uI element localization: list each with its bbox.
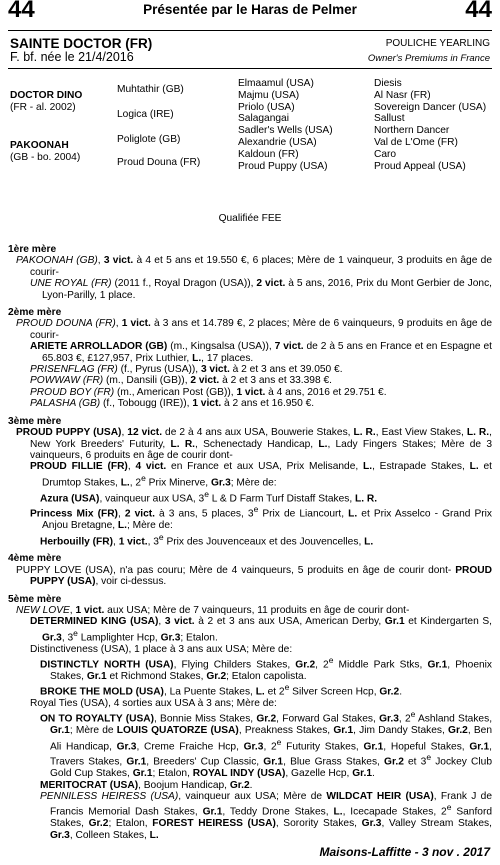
header-rule [8,30,492,31]
horse-name: SAINTE DOCTOR (FR) [10,36,153,51]
section-heading: 2ème mère [8,307,62,319]
produce-entry: BROKE THE MOLD (USA), La Puente Stakes, L. et 2e Silver Screen Hcp, Gr.2. [40,682,403,698]
horse-birth: F. bf. née le 21/4/2016 [10,50,134,64]
section-heading: 3ème mère [8,415,62,427]
dam-entry: PUPPY LOVE (USA), n'a pas couru; Mère de 4 vainqueurs, 5 produits en âge de courir dont- PROUD PUPPY (USA), voir ci-dessus. [16,564,492,588]
produce-entry: ON TO ROYALTY (USA), Bonnie Miss Stakes, Gr.2, Forward Gal Stakes, Gr.3, 2e Ashland Stakes, Gr.1; Mère de LOUIS QUATORZE (USA), Preakness Stakes, Gr.1, Jim Dandy Stakes, Gr.2, Ben Ali Handicap, Gr.3, Creme Fraiche Hcp, Gr.3, 2e Futurity Stakes, Gr.1, Hopeful Stakes, Gr.1, Travers Stakes, Gr.1, Breeders' Cup Classic, Gr.1, Blue Grass Stakes, Gr.2 et 3e Jockey Club Gold Cup Stakes, Gr.1; Etalon, ROYAL INDY (USA), Gazelle Hcp, Gr.1. [40,709,493,780]
section-heading: 4ème mère [8,553,62,565]
produce-record [8,238,492,841]
qualification: Qualifiée FEE [218,213,282,224]
produce-entry: Princess Mix (FR), 2 vict. à 3 ans, 5 places, 3e Prix de Liancourt, L. et Prix Asselco - Grand Prix Anjou Bretagne, L.; Mère de: [30,504,493,532]
produce-entry: MERITOCRAT (USA), Boojum Handicap, Gr.2. [40,779,253,791]
lot-number-right: 44 [465,0,492,23]
pedigree-dam: PAKOONAH (GB - bo. 2004) [10,140,81,163]
pedigree-g2: Poliglote (GB) [117,134,181,145]
produce-entry: DISTINCTLY NORTH (USA), Flying Childers Stakes, Gr.2, 2e Middle Park Stks, Gr.1, Phoenix Stakes, Gr.1 et Richmond Stakes, Gr.2; Etalon capolista. [40,654,493,682]
horse-category: POULICHE YEARLING [385,38,490,49]
pedigree-g2: Muhtathir (GB) [117,84,184,95]
produce-entry: PALASHA (GB) (f., Tobougg (IRE)), 1 vict. à 2 ans et 16.950 €. [30,398,315,410]
owner-premiums: Owner's Premiums in France [367,53,490,64]
pedigree-g2: Proud Douna (FR) [117,157,201,168]
section-heading: 1ère mère [8,244,57,255]
produce-entry: PROUD FILLIE (FR), 4 vict. en France et aux USA, Prix Melisande, L., Estrapade Stakes, L. et Drumtop Stakes, L., 2e Prix Minerve, Gr.3; Mère de: [30,461,492,489]
produce-entry: UNE ROYAL (FR) (2011 f., Royal Dragon (USA)), 2 vict. à 5 ans, 2016, Prix du Mont Gerbier de Jonc, Lyon-Parilly, 1 place. [30,278,493,301]
dam-entry: PROUD DOUNA (FR), 1 vict. à 3 ans et 14.789 €, 2 places; Mère de 6 vainqueurs, 9 produits en âge de courir- [16,318,492,341]
produce-entry: Azura (USA), vainqueur aux USA, 3e L & D Farm Turf Distaff Stakes, L. R. [40,488,378,504]
lot-number: 44 [8,0,35,23]
pedigree-g3: Elmaamul (USA) Majmu (USA) Priolo (USA) Salagangai Sadler's Wells (USA) Alexandrie (USA) Kaldoun (FR) Proud Puppy (USA) [238,78,333,172]
pedigree-sire: DOCTOR DINO (FR - al. 2002) [10,90,83,113]
produce-entry: ARIETE ARROLLADOR (GB) (m., Kingsalsa (USA)), 7 vict. de 2 à 5 ans en France et en Espagne et 65.803 €, £127,957, Prix Luthier, L., 17 places. [30,341,492,364]
produce-entry: Royal Ties (USA), 4 sorties aux USA à 3 ans; Mère de: [30,697,277,709]
pedigree-g2: Logica (IRE) [117,109,174,120]
section-heading: 5ème mère [8,593,62,605]
pedigree-g4: Diesis Al Nasr (FR) Sovereign Dancer (USA) Sallust Northern Dancer Val de L'Ome (FR) Caro Proud Appeal (USA) [374,78,487,172]
produce-entry: POWWAW (FR) (m., Dansili (GB)), 2 vict. à 2 et 3 ans et 33.398 €. [30,375,332,387]
produce-entry: PROUD BOY (FR) (m., American Post (GB)), 1 vict. à 4 ans, 2016 et 29.751 €. [30,386,387,398]
dam-entry: NEW LOVE, 1 vict. aux USA; Mère de 7 vainqueurs, 11 produits en âge de courir dont- [16,604,410,616]
produce-entry: Distinctiveness (USA), 1 place à 3 ans aux USA; Mère de: [30,643,293,655]
dam-entry: PROUD PUPPY (USA), 12 vict. de 2 à 4 ans aux USA, Bouwerie Stakes, L. R., East View Stakes, L. R., New York Breeders' Futurity, L. R., Schenectady Handicap, L., Lady Fingers Stakes; Mère de 3 vainqueurs, 6 produits en âge de courir dont- [16,427,492,461]
page-header [8,0,492,28]
produce-entry: PENNILESS HEIRESS (USA), vainqueur aux USA; Mère de WILDCAT HEIR (USA), Frank J de Francis Memorial Dash Stakes, Gr.1, Teddy Drone Stakes, L., Icecapade Stakes, 2e Sanford Stakes, Gr.2; Etalon, FOREST HEIRESS (USA), Sorority Stakes, Gr.3, Valley Stream Stakes, Gr.3, Colleen Stakes, L. [40,790,493,841]
footer-sale-info: Maisons-Laffitte - 3 nov . 2017 [319,845,490,859]
produce-entry: Herbouilly (FR), 1 vict., 3e Prix des Jouvenceaux et des Jouvencelles, L. [40,531,374,547]
produce-entry: DETERMINED KING (USA), 3 vict. à 2 et 3 ans aux USA, American Derby, Gr.1 et Kindergarten S, Gr.3, 3e Lamplighter Hcp, Gr.3; Etalon. [30,616,492,644]
produce-entry: PRISENFLAG (FR) (f., Pyrus (USA)), 3 vict. à 2 et 3 ans et 39.050 €. [30,364,343,376]
presenter: Présentée par le Haras de Pelmer [143,2,357,17]
dam-entry: PAKOONAH (GB), 3 vict. à 4 et 5 ans et 19.550 €, 6 places; Mère de 1 vainqueur, 3 produits en âge de courir- [16,255,492,278]
pedigree-rule [8,68,492,69]
